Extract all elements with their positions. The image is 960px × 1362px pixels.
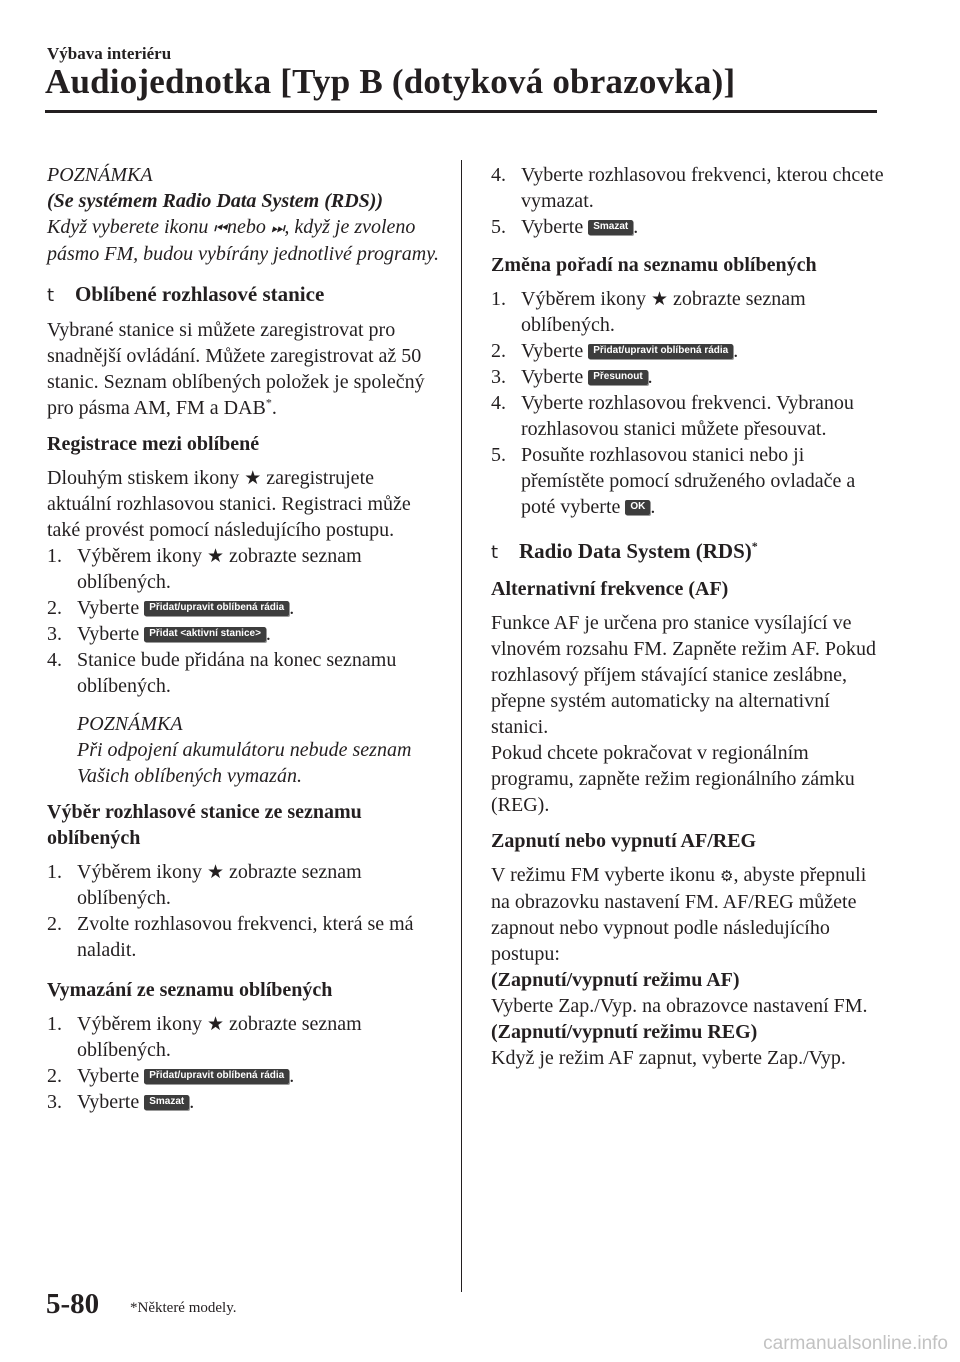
step-text: zobrazte seznam oblíbených. xyxy=(77,1013,362,1061)
step-text: Vyberte xyxy=(521,366,584,388)
afreg-text-b: , abyste přepnuli na obrazovku nastavení FM. AF/REG můžete zapnout nebo vypnout podle následujícího postupu: xyxy=(491,864,867,965)
rds-heading-text: Radio Data System (RDS) xyxy=(519,539,752,563)
period: . xyxy=(265,623,271,645)
list-item xyxy=(47,911,442,963)
page-title: Audiojednotka [Typ B (dotyková obrazovka)] xyxy=(45,62,736,101)
select-heading: Výběr rozhlasové stanice ze seznamu oblíbených xyxy=(47,801,362,849)
step-text: Vyberte xyxy=(77,1091,140,1113)
star-icon: ★ xyxy=(244,467,262,489)
step-number: 4. xyxy=(491,164,506,186)
step-number: 1. xyxy=(47,545,62,567)
add-edit-favorites-button[interactable]: Přidat/upravit oblíbená rádia xyxy=(588,344,733,359)
af-toggle-heading: (Zapnutí/vypnutí režimu AF) xyxy=(491,969,740,991)
step-number: 1. xyxy=(47,1013,62,1035)
period: . xyxy=(633,216,639,238)
note-rds xyxy=(47,162,442,267)
list-item xyxy=(491,338,886,364)
add-edit-favorites-button[interactable]: Přidat/upravit oblíbená rádia xyxy=(144,601,289,616)
period: . xyxy=(289,1065,295,1087)
step-text: Vyberte rozhlasovou frekvenci, kterou chcete vymazat. xyxy=(521,164,884,212)
add-edit-favorites-button[interactable]: Přidat/upravit oblíbená rádia xyxy=(144,1069,289,1084)
reg-toggle-heading: (Zapnutí/vypnutí režimu REG) xyxy=(491,1021,758,1043)
list-item xyxy=(47,647,442,699)
af-toggle-text: Vyberte Zap./Vyp. na obrazovce nastavení FM. xyxy=(491,995,868,1017)
previous-track-icon: ⏮ xyxy=(213,219,227,237)
step-number: 3. xyxy=(47,623,62,645)
note-text xyxy=(47,214,442,267)
step-text: Výběrem ikony xyxy=(521,288,646,310)
step-number: 1. xyxy=(47,861,62,883)
note-subtitle: (Se systémem Radio Data System (RDS)) xyxy=(47,190,384,212)
list-item xyxy=(491,162,886,214)
step-number: 2. xyxy=(47,913,62,935)
list-item xyxy=(491,214,886,240)
watermark: carmanualsonline.info xyxy=(763,1333,948,1354)
reg-toggle-text: Když je režim AF zapnut, vyberte Zap./Vyp. xyxy=(491,1047,846,1069)
register-text xyxy=(47,465,442,543)
ok-button[interactable]: OK xyxy=(625,500,650,515)
period: . xyxy=(647,366,653,388)
order-heading: Změna pořadí na seznamu oblíbených xyxy=(491,254,817,276)
step-number: 3. xyxy=(491,366,506,388)
delete-heading: Vymazání ze seznamu oblíbených xyxy=(47,979,333,1001)
intro-period: . xyxy=(271,397,277,419)
list-item xyxy=(47,621,442,647)
step-number: 5. xyxy=(491,444,506,466)
star-icon: ★ xyxy=(650,288,669,310)
move-button[interactable]: Přesunout xyxy=(588,370,647,385)
step-text: Stanice bude přidána na konec seznamu oblíbených. xyxy=(77,649,397,697)
left-column xyxy=(47,162,442,1115)
step-text: Posuňte rozhlasovou stanici nebo ji přemístěte pomocí sdruženého ovladače a poté vyberte xyxy=(521,444,856,518)
afreg-heading: Zapnutí nebo vypnutí AF/REG xyxy=(491,830,757,852)
register-text-a: Dlouhým stiskem ikony xyxy=(47,467,240,489)
page-number: 5-80 xyxy=(46,1288,100,1320)
register-text-b: zaregistrujete aktuální rozhlasovou stanici. Registraci může také provést pomocí následujícího postupu. xyxy=(47,467,411,541)
list-item xyxy=(491,286,886,338)
note-text-b: nebo xyxy=(226,216,266,238)
column-divider xyxy=(461,160,462,1292)
list-item xyxy=(491,364,886,390)
step-text: zobrazte seznam oblíbených. xyxy=(521,288,806,336)
step-number: 2. xyxy=(47,597,62,619)
step-text: Vyberte xyxy=(77,597,140,619)
register-heading: Registrace mezi oblíbené xyxy=(47,433,260,455)
step-number: 2. xyxy=(491,340,506,362)
af-text: Funkce AF je určena pro stanice vysílající ve vlnovém rozsahu FM. Zapněte režim AF. Pokud rozhlasový příjem stávající stanice zeslábne, přepne systém automaticky na alternativní stanici. xyxy=(491,612,877,738)
step-number: 4. xyxy=(491,392,506,414)
footnote-asterisk: * xyxy=(265,395,272,410)
list-item xyxy=(491,442,886,520)
favorites-heading-text: Oblíbené rozhlasové stanice xyxy=(75,282,325,306)
title-rule xyxy=(45,110,877,113)
section-marker-icon: t xyxy=(47,285,55,306)
list-item xyxy=(47,543,442,595)
step-text: Vyberte xyxy=(521,340,584,362)
footnote-asterisk: * xyxy=(751,539,758,553)
footnote: *Některé modely. xyxy=(130,1300,237,1316)
step-number: 2. xyxy=(47,1065,62,1087)
step-text: Vyberte rozhlasovou frekvenci. Vybranou rozhlasovou stanici můžete přesouvat. xyxy=(521,392,854,440)
add-active-station-button[interactable]: Přidat <aktivní stanice> xyxy=(144,627,266,642)
period: . xyxy=(650,496,656,518)
period: . xyxy=(289,597,295,619)
step-text: Zvolte rozhlasovou frekvenci, která se má naladit. xyxy=(77,913,414,961)
step-text: zobrazte seznam oblíbených. xyxy=(77,861,362,909)
rds-heading xyxy=(491,538,886,566)
star-icon: ★ xyxy=(206,861,225,883)
right-column xyxy=(491,162,886,1071)
favorites-heading xyxy=(47,281,442,309)
delete-button[interactable]: Smazat xyxy=(144,1095,189,1110)
star-icon: ★ xyxy=(206,1013,225,1035)
list-item xyxy=(491,390,886,442)
step-text: Výběrem ikony xyxy=(77,1013,202,1035)
note-label: POZNÁMKA xyxy=(77,713,183,735)
list-item xyxy=(47,1063,442,1089)
step-number: 3. xyxy=(47,1091,62,1113)
note-label: POZNÁMKA xyxy=(47,164,153,186)
step-number: 1. xyxy=(491,288,506,310)
af-heading: Alternativní frekvence (AF) xyxy=(491,578,729,600)
afreg-text xyxy=(491,862,886,967)
step-text: Vyberte xyxy=(521,216,584,238)
step-number: 4. xyxy=(47,649,62,671)
list-item xyxy=(47,1011,442,1063)
favorites-intro-text: Vybrané stanice si můžete zaregistrovat pro snadnější ovládání. Můžete zaregistrovat až 50 stanic. Seznam oblíbených položek je společný pro pásma AM, FM a DAB xyxy=(47,319,425,419)
list-item xyxy=(47,859,442,911)
afreg-text-a: V režimu FM vyberte ikonu xyxy=(491,864,716,886)
note-text: Při odpojení akumulátoru nebude seznam Vašich oblíbených vymazán. xyxy=(77,739,412,787)
step-text: Výběrem ikony xyxy=(77,861,202,883)
star-icon: ★ xyxy=(206,545,225,567)
delete-button[interactable]: Smazat xyxy=(588,220,633,235)
step-text: Vyberte xyxy=(77,1065,140,1087)
list-item xyxy=(47,595,442,621)
favorites-intro xyxy=(47,317,442,421)
note-text-c: , když je zvoleno pásmo FM, budou vybírány jednotlivé programy. xyxy=(47,216,439,265)
period: . xyxy=(189,1091,195,1113)
section-marker-icon: t xyxy=(491,542,499,563)
next-track-icon: ⏭ xyxy=(270,219,285,237)
step-number: 5. xyxy=(491,216,506,238)
section-label: Výbava interiéru xyxy=(47,44,172,63)
list-item xyxy=(47,1089,442,1115)
af-text-regional: Pokud chcete pokračovat v regionálním programu, zapněte režim regionálního zámku (REG). xyxy=(491,742,855,816)
period: . xyxy=(733,340,739,362)
step-text: Vyberte xyxy=(77,623,140,645)
note-text-a: Když vyberete ikonu xyxy=(47,216,209,238)
gear-icon: ⚙ xyxy=(720,867,734,885)
note-battery xyxy=(77,711,442,789)
step-text: zobrazte seznam oblíbených. xyxy=(77,545,362,593)
step-text: Výběrem ikony xyxy=(77,545,202,567)
